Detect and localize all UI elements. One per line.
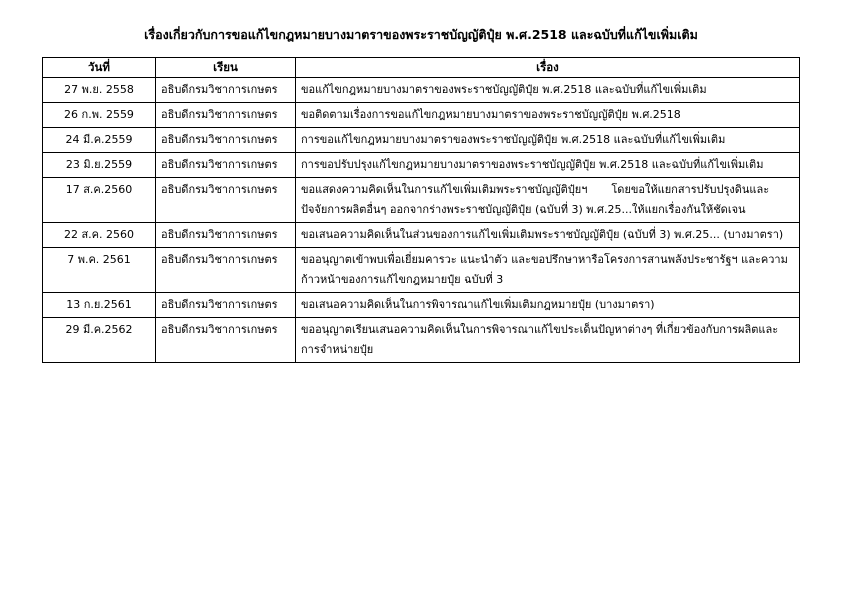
row-to: อธิบดีกรมวิชาการเกษตร — [156, 128, 296, 153]
row-subject: ขออนุญาตเรียนเสนอความคิดเห็นในการพิจารณาแก้ไขประเด็นปัญหาต่างๆ ที่เกี่ยวข้องกับการผลิตและการจำหน่ายปุ๋ย — [296, 318, 800, 363]
table-row — [43, 248, 800, 293]
header-subject: เรื่อง — [296, 58, 800, 78]
correspondence-table — [42, 57, 800, 363]
row-subject: ขอเสนอความคิดเห็นในส่วนของการแก้ไขเพิ่มเติมพระราชบัญญัติปุ๋ย (ฉบับที่ 3) พ.ศ.25... (บางมาตรา) — [296, 223, 800, 248]
row-date: 13 ก.ย.2561 — [43, 293, 156, 318]
row-to: อธิบดีกรมวิชาการเกษตร — [156, 78, 296, 103]
row-subject: ขอแก้ไขกฎหมายบางมาตราของพระราชบัญญัติปุ๋ย พ.ศ.2518 และฉบับที่แก้ไขเพิ่มเติม — [296, 78, 800, 103]
row-to: อธิบดีกรมวิชาการเกษตร — [156, 103, 296, 128]
row-date: 27 พ.ย. 2558 — [43, 78, 156, 103]
table-row — [43, 78, 800, 103]
table-header-row — [43, 58, 800, 78]
row-subject: การขอปรับปรุงแก้ไขกฎหมายบางมาตราของพระราชบัญญัติปุ๋ย พ.ศ.2518 และฉบับที่แก้ไขเพิ่มเติม — [296, 153, 800, 178]
row-date: 29 มี.ค.2562 — [43, 318, 156, 363]
table-row — [43, 128, 800, 153]
row-to: อธิบดีกรมวิชาการเกษตร — [156, 248, 296, 293]
table-row — [43, 318, 800, 363]
table-row — [43, 293, 800, 318]
row-to: อธิบดีกรมวิชาการเกษตร — [156, 178, 296, 223]
row-date: 24 มี.ค.2559 — [43, 128, 156, 153]
row-date: 7 พ.ค. 2561 — [43, 248, 156, 293]
table-row — [43, 178, 800, 223]
table-row — [43, 223, 800, 248]
row-to: อธิบดีกรมวิชาการเกษตร — [156, 318, 296, 363]
row-date: 26 ก.พ. 2559 — [43, 103, 156, 128]
table-row — [43, 153, 800, 178]
header-to: เรียน — [156, 58, 296, 78]
row-to: อธิบดีกรมวิชาการเกษตร — [156, 223, 296, 248]
table-row — [43, 103, 800, 128]
row-date: 23 มิ.ย.2559 — [43, 153, 156, 178]
row-to: อธิบดีกรมวิชาการเกษตร — [156, 293, 296, 318]
header-date: วันที่ — [43, 58, 156, 78]
row-to: อธิบดีกรมวิชาการเกษตร — [156, 153, 296, 178]
document-title: เรื่องเกี่ยวกับการขอแก้ไขกฎหมายบางมาตราของพระราชบัญญัติปุ๋ย พ.ศ.2518 และฉบับที่แก้ไขเพิ่มเติม — [144, 27, 698, 42]
row-subject: ขออนุญาตเข้าพบเพื่อเยี่ยมคารวะ แนะนำตัว และขอปรึกษาหารือโครงการสานพลังประชารัฐฯ และความก้าวหน้าของการแก้ไขกฎหมายปุ๋ย ฉบับที่ 3 — [296, 248, 800, 293]
row-date: 22 ส.ค. 2560 — [43, 223, 156, 248]
row-subject: ขอติดตามเรื่องการขอแก้ไขกฎหมายบางมาตราของพระราชบัญญัติปุ๋ย พ.ศ.2518 — [296, 103, 800, 128]
row-subject: ขอเสนอความคิดเห็นในการพิจารณาแก้ไขเพิ่มเติมกฎหมายปุ๋ย (บางมาตรา) — [296, 293, 800, 318]
row-date: 17 ส.ค.2560 — [43, 178, 156, 223]
row-subject — [296, 178, 800, 223]
row-subject: การขอแก้ไขกฎหมายบางมาตราของพระราชบัญญัติปุ๋ย พ.ศ.2518 และฉบับที่แก้ไขเพิ่มเติม — [296, 128, 800, 153]
row-subject-part-b: โดยขอให้แยกสารปรับปรุงดินและปัจจัยการผลิตอื่นๆ ออกจากร่างพระราชบัญญัติปุ๋ย (ฉบับที่ 3) พ.ศ.25...ให้แยกเรื่องกันให้ชัดเจน — [301, 183, 770, 216]
row-subject-part-a: ขอแสดงความคิดเห็นในการแก้ไขเพิ่มเติมพระราชบัญญัติปุ๋ยฯ — [301, 183, 588, 196]
